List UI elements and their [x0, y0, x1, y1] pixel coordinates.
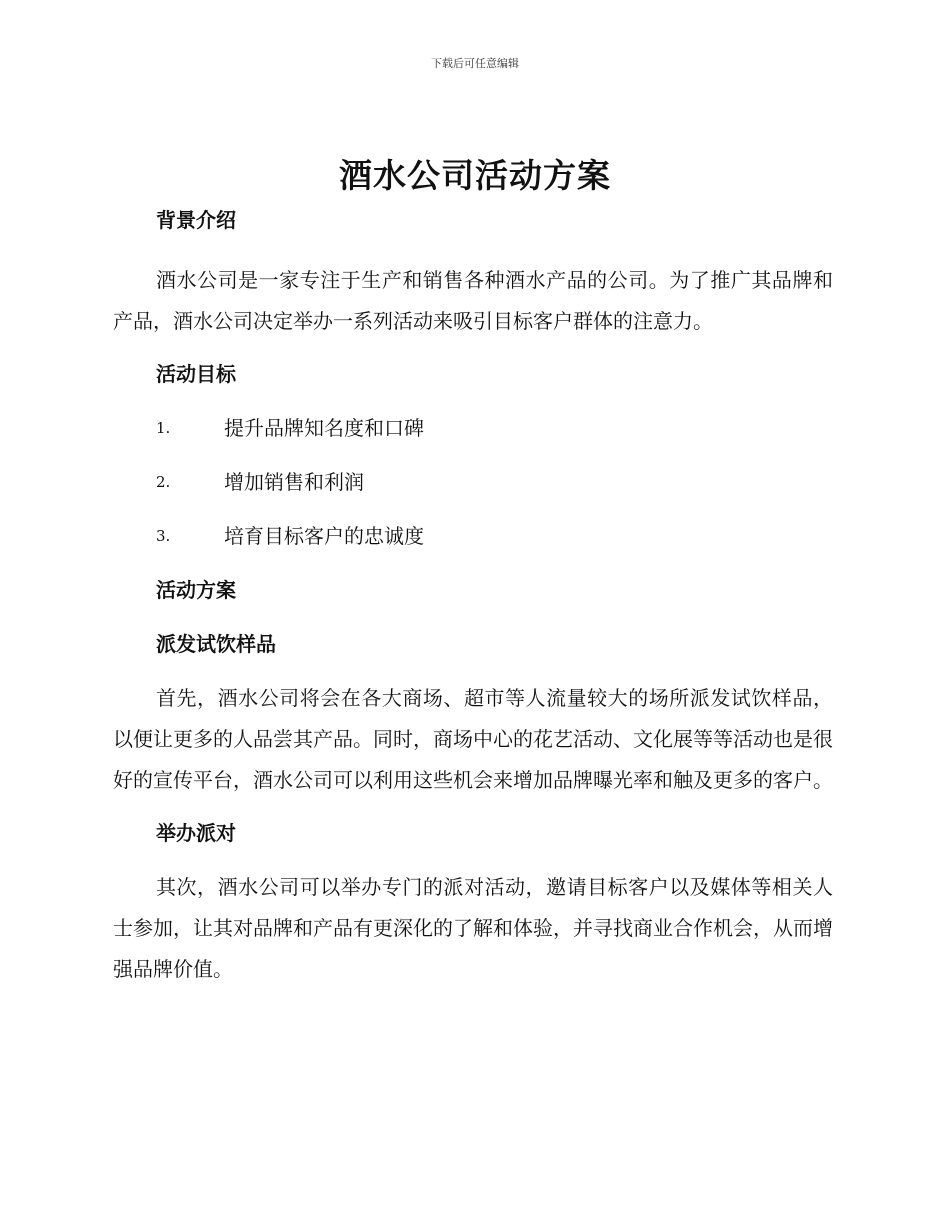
header-note: 下载后可任意编辑: [431, 57, 519, 70]
background-paragraph: 酒水公司是一家专注于生产和销售各种酒水产品的公司。为了推广其品牌和产品，酒水公司决定举办一系列活动来吸引目标客户群体的注意力。: [113, 268, 833, 333]
list-item-number: 1.: [156, 419, 171, 437]
document-body: [113, 200, 833, 990]
section-heading-goals: 活动目标: [156, 362, 236, 386]
section-heading-background: 背景介绍: [156, 208, 236, 232]
list-item-number: 3.: [156, 527, 171, 545]
list-item-number: 2.: [156, 473, 171, 491]
list-item: [113, 408, 833, 448]
list-item-text: 培育目标客户的忠诚度: [224, 524, 424, 548]
list-item-text: 增加销售和利润: [224, 470, 364, 494]
document-title: 酒水公司活动方案: [339, 156, 611, 195]
section-heading-party: 举办派对: [156, 821, 236, 845]
section-heading-samples: 派发试饮样品: [156, 632, 276, 656]
section-heading-plan: 活动方案: [156, 578, 236, 602]
list-item: [113, 516, 833, 556]
party-paragraph: 其次，酒水公司可以举办专门的派对活动，邀请目标客户以及媒体等相关人士参加，让其对品牌和产品有更深化的了解和体验，并寻找商业合作机会，从而增强品牌价值。: [113, 875, 833, 981]
samples-paragraph: 首先，酒水公司将会在各大商场、超市等人流量较大的场所派发试饮样品，以便让更多的人品尝其产品。同时，商场中心的花艺活动、文化展等等活动也是很好的宣传平台，酒水公司可以利用这些机会来增加品牌曝光率和触及更多的客户。: [113, 686, 833, 792]
list-item: [113, 462, 833, 502]
list-item-text: 提升品牌知名度和口碑: [224, 416, 424, 440]
